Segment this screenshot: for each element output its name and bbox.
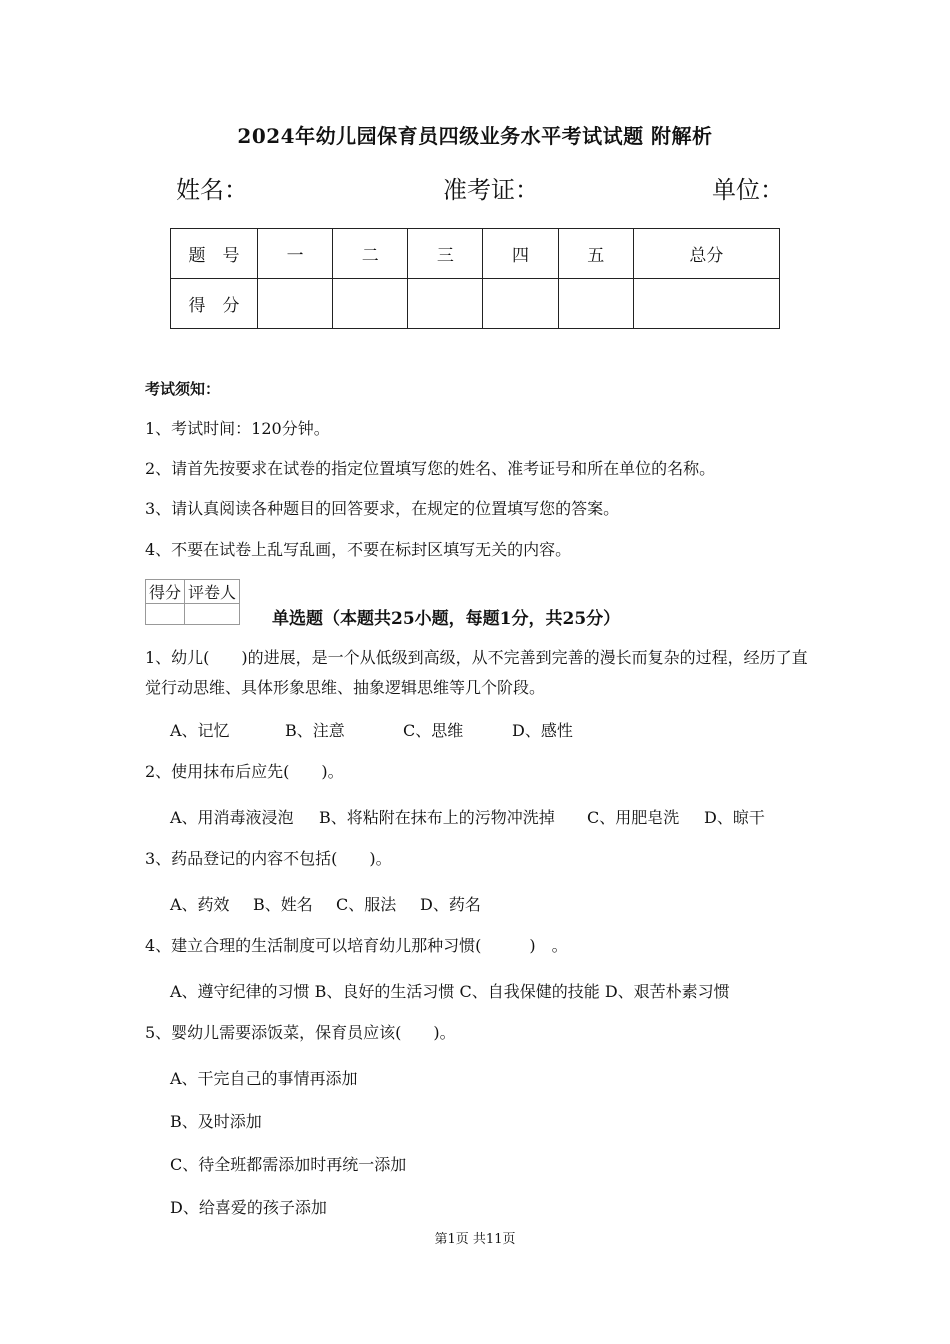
header-cell: 一 — [258, 229, 333, 279]
notice-label: 考试须知： — [145, 380, 221, 398]
q3-option-a: A、药效 — [170, 895, 230, 914]
section-heading: 单选题（本题共25小题，每题1分，共25分） — [272, 609, 621, 629]
grader-score-label: 得分 — [146, 580, 185, 604]
notice-item: 4、不要在试卷上乱写乱画，不要在标封区填写无关的内容。 — [145, 540, 572, 559]
grader-table — [145, 579, 240, 625]
score-table-header-row — [171, 229, 780, 279]
page-number: 第1页 共11页 — [434, 1232, 516, 1247]
q3-option-c: C、服法 — [336, 895, 397, 914]
page-title: 2024年幼儿园保育员四级业务水平考试试题 附解析 — [237, 124, 713, 148]
q1-option-b: B、注意 — [285, 721, 345, 740]
q2-option-b: B、将粘附在抹布上的污物冲洗掉 — [319, 808, 555, 827]
q5-option-d: D、给喜爱的孩子添加 — [170, 1198, 327, 1217]
q4-options: A、遵守纪律的习惯 B、良好的生活习惯 C、自我保健的技能 D、艰苦朴素习惯 — [170, 982, 730, 1001]
q2-option-c: C、用肥皂洗 — [587, 808, 680, 827]
question-2-stem: 2、使用抹布后应先( )。 — [145, 762, 344, 781]
score-table — [170, 228, 780, 329]
header-cell: 四 — [483, 229, 558, 279]
header-cell: 三 — [408, 229, 483, 279]
q3-option-d: D、药名 — [420, 895, 481, 914]
notice-item: 3、请认真阅读各种题目的回答要求，在规定的位置填写您的答案。 — [145, 499, 620, 518]
score-cell[interactable] — [558, 279, 633, 329]
exam-id-label: 准考证： — [443, 176, 539, 204]
header-cell: 二 — [333, 229, 408, 279]
grader-name-cell[interactable] — [185, 604, 240, 625]
q1-option-d: D、感性 — [512, 721, 573, 740]
score-cell[interactable] — [408, 279, 483, 329]
q5-option-b: B、及时添加 — [170, 1112, 262, 1131]
q5-option-a: A、干完自己的事情再添加 — [170, 1069, 358, 1088]
score-cell[interactable] — [483, 279, 558, 329]
grader-name-label: 评卷人 — [185, 580, 240, 604]
q2-option-d: D、晾干 — [704, 808, 765, 827]
question-5-stem: 5、婴幼儿需要添饭菜，保育员应该( )。 — [145, 1023, 456, 1042]
q1-option-c: C、思维 — [403, 721, 464, 740]
question-4-stem: 4、建立合理的生活制度可以培育幼儿那种习惯( ) 。 — [145, 936, 568, 955]
score-cell[interactable] — [333, 279, 408, 329]
grader-score-cell[interactable] — [146, 604, 185, 625]
notice-item: 1、考试时间：120分钟。 — [145, 419, 330, 438]
score-row-label: 得 分 — [171, 279, 258, 329]
question-1-stem: 1、幼儿( )的进展，是一个从低级到高级，从不完善到完善的漫长而复杂的过程，经历了直觉行动思维、具体形象思维、抽象逻辑思维等几个阶段。 — [145, 648, 808, 697]
q5-option-c: C、待全班都需添加时再统一添加 — [170, 1155, 407, 1174]
header-cell: 五 — [558, 229, 633, 279]
header-cell: 总分 — [633, 229, 779, 279]
q1-option-a: A、记忆 — [170, 721, 230, 740]
unit-label: 单位： — [712, 176, 784, 204]
q2-option-a: A、用消毒液浸泡 — [170, 808, 294, 827]
score-cell[interactable] — [258, 279, 333, 329]
score-cell[interactable] — [633, 279, 779, 329]
header-cell: 题 号 — [171, 229, 258, 279]
score-table-score-row — [171, 279, 780, 329]
notice-item: 2、请首先按要求在试卷的指定位置填写您的姓名、准考证号和所在单位的名称。 — [145, 459, 716, 478]
name-label: 姓名： — [176, 176, 248, 204]
question-3-stem: 3、药品登记的内容不包括( )。 — [145, 849, 392, 868]
q3-option-b: B、姓名 — [253, 895, 313, 914]
